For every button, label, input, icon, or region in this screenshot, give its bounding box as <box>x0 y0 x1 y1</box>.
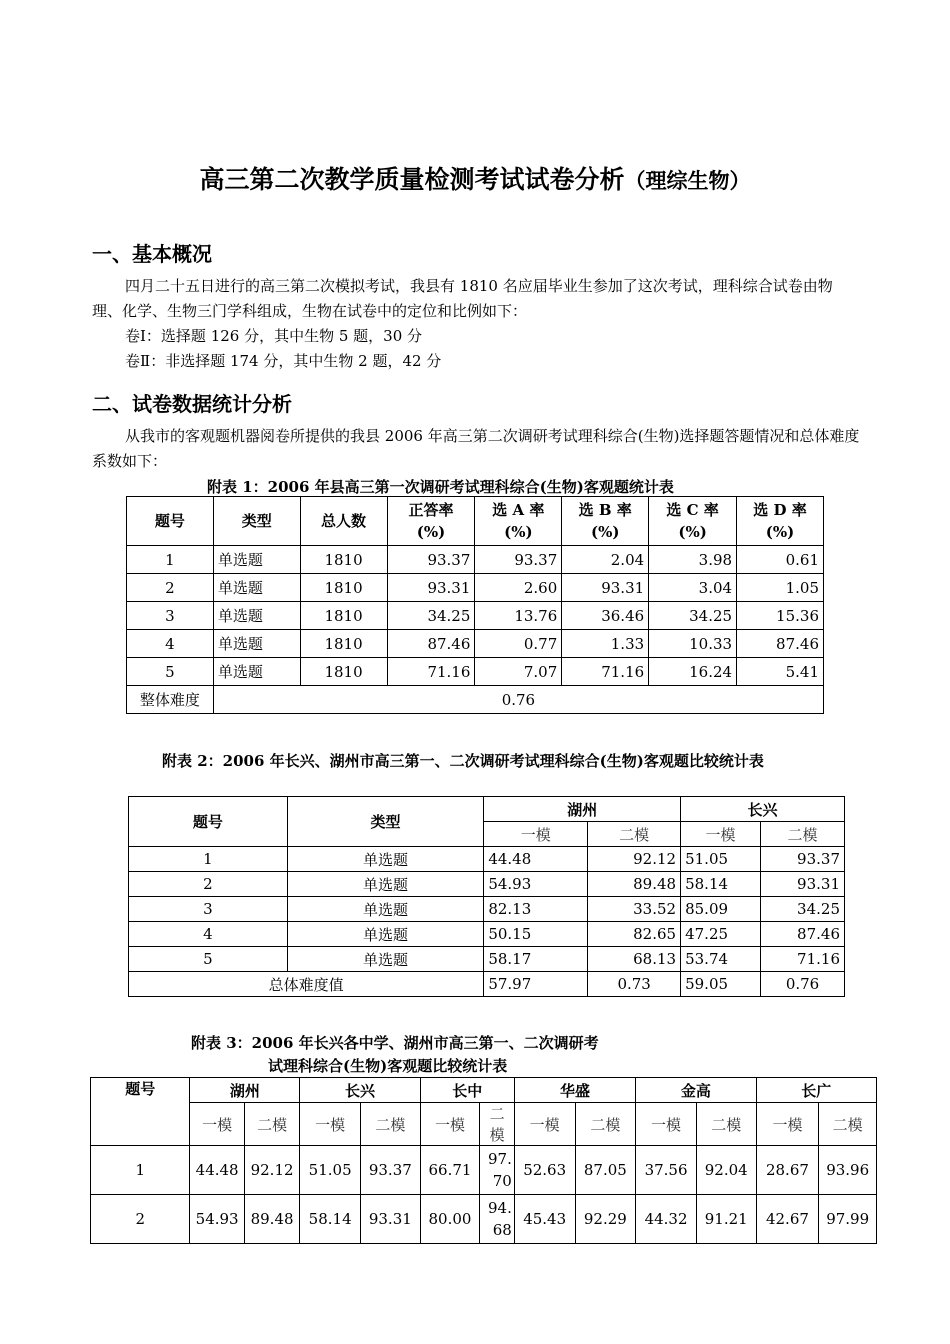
table-cell: 93.37 <box>761 847 845 872</box>
table-cell: 3.98 <box>649 546 737 574</box>
section1-line2: 卷Ⅱ：非选择题 174 分，其中生物 2 题，42 分 <box>125 352 442 370</box>
table-cell: 87.05 <box>575 1146 636 1195</box>
table1-header: 总人数 <box>300 497 387 546</box>
table-cell: 47.25 <box>681 922 761 947</box>
table3-subheader: 一模 <box>190 1103 244 1146</box>
table-cell: 87.46 <box>387 630 475 658</box>
table-cell: 2.60 <box>475 574 562 602</box>
table-cell: 34.25 <box>761 897 845 922</box>
table-cell: 3.04 <box>649 574 737 602</box>
table-cell: 93.31 <box>761 872 845 897</box>
table3-subheader: 一模 <box>300 1103 361 1146</box>
table1-footer-label: 整体难度 <box>127 686 214 714</box>
table-cell: 1 <box>127 546 214 574</box>
table-cell: 58.14 <box>681 872 761 897</box>
table-cell: 0.76 <box>761 972 845 997</box>
table-cell: 1.05 <box>737 574 824 602</box>
table-footer-row <box>129 972 845 997</box>
table2-header-changxing: 长兴 <box>681 797 845 822</box>
table-cell: 单选题 <box>287 897 484 922</box>
section2-heading: 二、试卷数据统计分析 <box>92 392 292 416</box>
table3-header-school: 湖州 <box>190 1078 300 1103</box>
table-cell: 44.48 <box>484 847 588 872</box>
table-cell: 2 <box>129 872 288 897</box>
table-cell: 51.05 <box>681 847 761 872</box>
table-cell: 单选题 <box>213 602 300 630</box>
table-cell: 51.05 <box>300 1146 361 1195</box>
table-cell: 54.93 <box>190 1195 244 1244</box>
table-cell: 2 <box>91 1195 190 1244</box>
table3-subheader: 二模 <box>696 1103 756 1146</box>
table-cell: 89.48 <box>588 872 681 897</box>
table3-subheader: 二模 <box>480 1103 515 1146</box>
table-cell: 45.43 <box>514 1195 575 1244</box>
table3-subheader: 一模 <box>756 1103 819 1146</box>
table3-header-school: 华盛 <box>514 1078 635 1103</box>
section1-paragraph: 四月二十五日进行的高三第二次模拟考试，我县有 1810 名应届毕业生参加了这次考试，理科综合试卷由物理、化学、生物三门学科组成，生物在试卷中的定位和比例如下： <box>92 277 833 320</box>
table-cell: 58.17 <box>484 947 588 972</box>
table3-header-school: 长广 <box>756 1078 876 1103</box>
table-cell: 71.16 <box>761 947 845 972</box>
table-cell: 89.48 <box>244 1195 299 1244</box>
table2 <box>128 796 845 997</box>
table3-header-school: 长兴 <box>300 1078 420 1103</box>
table-row <box>91 1195 877 1244</box>
table2-subheader: 二模 <box>588 822 681 847</box>
table-cell: 13.76 <box>475 602 562 630</box>
table-cell: 66.71 <box>420 1146 480 1195</box>
table3-caption-line1: 附表 3：2006 年长兴各中学、湖州市高三第一、二次调研考 <box>191 1034 599 1052</box>
section1-heading: 一、基本概况 <box>92 242 212 266</box>
table-cell: 87.46 <box>737 630 824 658</box>
table-cell: 1810 <box>300 658 387 686</box>
table-cell: 单选题 <box>213 546 300 574</box>
table1 <box>126 496 824 714</box>
table2-footer-label: 总体难度值 <box>129 972 484 997</box>
table-cell: 50.15 <box>484 922 588 947</box>
section2-paragraph: 从我市的客观题机器阅卷所提供的我县 2006 年高三第二次调研考试理科综合(生物)选择题答题情况和总体难度系数如下： <box>92 427 860 470</box>
table-cell: 0.73 <box>588 972 681 997</box>
table2-subheader: 一模 <box>484 822 588 847</box>
table1-header: 选 C 率 (%) <box>649 497 737 546</box>
table1-caption: 附表 1：2006 年县高三第一次调研考试理科综合(生物)客观题统计表 <box>207 478 674 496</box>
table-cell: 16.24 <box>649 658 737 686</box>
table-cell: 3 <box>129 897 288 922</box>
table-cell: 单选题 <box>287 947 484 972</box>
table-cell: 71.16 <box>387 658 475 686</box>
table-cell: 93.31 <box>562 574 649 602</box>
table-cell: 44.32 <box>636 1195 697 1244</box>
table-cell: 3 <box>127 602 214 630</box>
table2-header-num: 题号 <box>129 797 288 847</box>
table3-caption-line2: 试理科综合(生物)客观题比较统计表 <box>268 1057 508 1075</box>
table-cell: 93.31 <box>361 1195 421 1244</box>
section1-line1: 卷Ⅰ：选择题 126 分，其中生物 5 题，30 分 <box>125 327 423 345</box>
table3 <box>90 1077 877 1244</box>
table2-header-type: 类型 <box>287 797 484 847</box>
table-cell: 37.56 <box>636 1146 697 1195</box>
table-cell: 34.25 <box>387 602 475 630</box>
table-cell: 4 <box>127 630 214 658</box>
table-cell: 97.99 <box>819 1195 877 1244</box>
table-cell: 28.67 <box>756 1146 819 1195</box>
table-cell: 44.48 <box>190 1146 244 1195</box>
table-cell: 93.37 <box>387 546 475 574</box>
table1-header-row <box>127 497 824 546</box>
table-row <box>129 847 845 872</box>
table3-header-num: 题号 <box>91 1078 190 1146</box>
table-cell: 58.14 <box>300 1195 361 1244</box>
table-row <box>127 546 824 574</box>
table1-header: 类型 <box>213 497 300 546</box>
table-cell: 1810 <box>300 546 387 574</box>
table1-header: 正答率 (%) <box>387 497 475 546</box>
table-cell: 82.13 <box>484 897 588 922</box>
table-cell: 0.61 <box>737 546 824 574</box>
table-cell: 15.36 <box>737 602 824 630</box>
table3-subheader: 一模 <box>636 1103 697 1146</box>
table3-subheader: 二模 <box>575 1103 636 1146</box>
table-row <box>129 922 845 947</box>
table-cell: 33.52 <box>588 897 681 922</box>
table3-header-school: 长中 <box>420 1078 514 1103</box>
table-cell: 1810 <box>300 574 387 602</box>
title-suffix: （理综生物） <box>624 168 751 193</box>
table-cell: 93.31 <box>387 574 475 602</box>
table-row <box>91 1146 877 1195</box>
table1-header: 选 B 率 (%) <box>562 497 649 546</box>
table-cell: 5 <box>127 658 214 686</box>
table-cell <box>480 1195 515 1244</box>
title-main: 高三第二次教学质量检测考试试卷分析 <box>199 165 625 194</box>
table-cell: 5 <box>129 947 288 972</box>
table3-subheader: 二模 <box>244 1103 299 1146</box>
page-title <box>0 160 950 196</box>
table-cell: 36.46 <box>562 602 649 630</box>
table-cell: 82.65 <box>588 922 681 947</box>
table-row <box>129 897 845 922</box>
table-cell: 1.33 <box>562 630 649 658</box>
table3-header-school: 金高 <box>636 1078 756 1103</box>
table-row <box>129 872 845 897</box>
table-cell: 单选题 <box>213 658 300 686</box>
table2-header-huzhou: 湖州 <box>484 797 681 822</box>
table-cell: 单选题 <box>213 574 300 602</box>
table-cell: 91.21 <box>696 1195 756 1244</box>
table-cell: 4 <box>129 922 288 947</box>
table-cell-value: 94.68 <box>487 1199 512 1239</box>
table3-subheader: 一模 <box>514 1103 575 1146</box>
table-cell: 单选题 <box>287 922 484 947</box>
table-cell: 80.00 <box>420 1195 480 1244</box>
table3-subheader: 二模 <box>361 1103 421 1146</box>
table-cell: 68.13 <box>588 947 681 972</box>
table-cell: 92.12 <box>244 1146 299 1195</box>
table-cell: 34.25 <box>649 602 737 630</box>
table-footer-row <box>127 686 824 714</box>
table2-header-row <box>129 797 845 822</box>
table-cell: 53.74 <box>681 947 761 972</box>
table-cell: 93.37 <box>475 546 562 574</box>
table1-header: 选 D 率 (%) <box>737 497 824 546</box>
table3-subheader: 二模 <box>819 1103 877 1146</box>
table3-subheader: 一模 <box>420 1103 480 1146</box>
table-cell: 93.96 <box>819 1146 877 1195</box>
table-cell: 93.37 <box>361 1146 421 1195</box>
table1-header: 题号 <box>127 497 214 546</box>
table-cell: 59.05 <box>681 972 761 997</box>
table-cell: 10.33 <box>649 630 737 658</box>
table-row <box>127 602 824 630</box>
table-cell: 57.97 <box>484 972 588 997</box>
table-cell: 92.04 <box>696 1146 756 1195</box>
table1-footer-value: 0.76 <box>213 686 823 714</box>
table-cell: 7.07 <box>475 658 562 686</box>
table-cell: 54.93 <box>484 872 588 897</box>
table-cell: 42.67 <box>756 1195 819 1244</box>
table-row <box>127 658 824 686</box>
table2-subheader: 一模 <box>681 822 761 847</box>
table-cell: 92.12 <box>588 847 681 872</box>
table1-header: 选 A 率 (%) <box>475 497 562 546</box>
table-cell: 单选题 <box>287 872 484 897</box>
table-cell: 1810 <box>300 602 387 630</box>
table-cell: 85.09 <box>681 897 761 922</box>
table-cell: 52.63 <box>514 1146 575 1195</box>
table-cell <box>480 1146 515 1195</box>
table3-header-row <box>91 1078 877 1103</box>
table-cell: 单选题 <box>213 630 300 658</box>
table-row <box>129 947 845 972</box>
table-cell-value: 97.70 <box>487 1150 512 1190</box>
table-cell: 2 <box>127 574 214 602</box>
table-cell: 71.16 <box>562 658 649 686</box>
table-cell: 2.04 <box>562 546 649 574</box>
table-cell: 5.41 <box>737 658 824 686</box>
table-cell: 0.77 <box>475 630 562 658</box>
table3-subheader-row <box>91 1103 877 1146</box>
table-row <box>127 630 824 658</box>
table-cell: 1 <box>129 847 288 872</box>
table-cell: 92.29 <box>575 1195 636 1244</box>
table-cell: 单选题 <box>287 847 484 872</box>
table-cell: 87.46 <box>761 922 845 947</box>
table-cell: 1810 <box>300 630 387 658</box>
table2-subheader: 二模 <box>761 822 845 847</box>
table-row <box>127 574 824 602</box>
table2-caption: 附表 2：2006 年长兴、湖州市高三第一、二次调研考试理科综合(生物)客观题比较统计表 <box>162 752 764 770</box>
table-cell: 1 <box>91 1146 190 1195</box>
